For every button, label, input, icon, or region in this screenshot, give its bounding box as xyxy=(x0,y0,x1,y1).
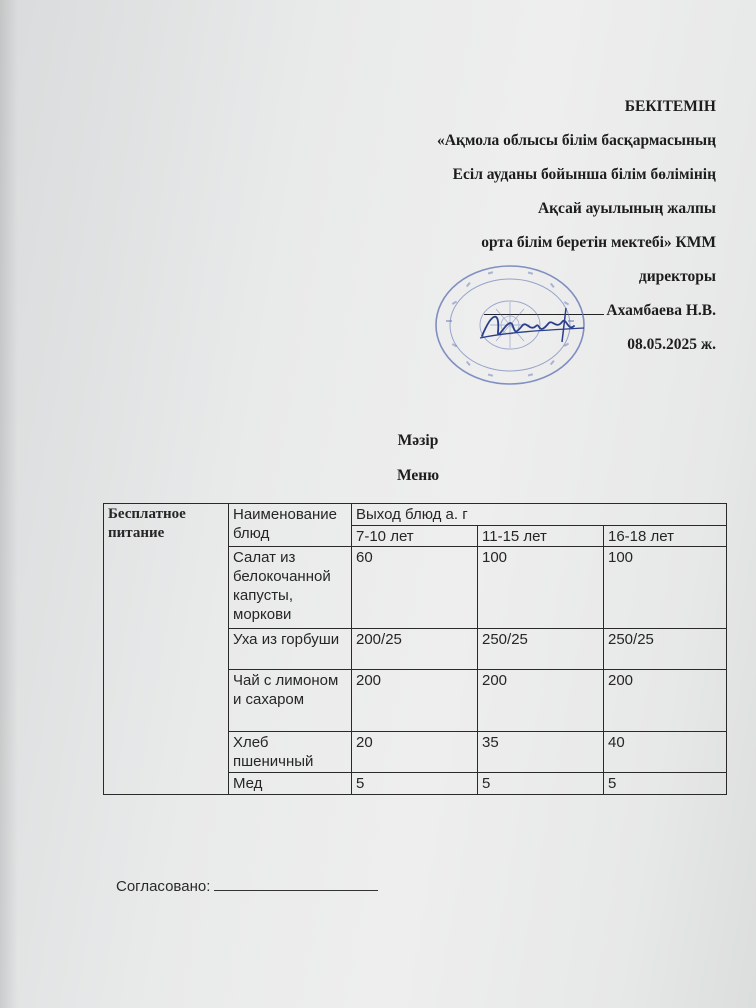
age-group-cell: 11-15 лет xyxy=(478,526,604,547)
name-header-cell: Наименование блюд xyxy=(229,504,352,547)
portion-cell: 5 xyxy=(478,773,604,795)
director-signature xyxy=(478,302,588,352)
dish-name-cell: Хлеб пшеничный xyxy=(229,732,352,773)
agreed-block xyxy=(116,876,378,895)
age-group-cell: 16-18 лет xyxy=(604,526,727,547)
portion-cell: 100 xyxy=(604,547,727,629)
dish-name-cell: Мед xyxy=(229,773,352,795)
title-kazakh: Мәзір xyxy=(397,432,439,449)
dish-name-cell: Салат из белокочанной капусты, моркови xyxy=(229,547,352,629)
title-russian: Меню xyxy=(396,467,440,484)
portion-cell: 35 xyxy=(478,732,604,773)
portion-cell: 250/25 xyxy=(604,629,727,670)
menu-table xyxy=(103,503,727,795)
approval-org-line-1: «Ақмола облысы білім басқармасының xyxy=(437,132,716,149)
portion-cell: 200 xyxy=(478,670,604,732)
portion-cell: 200/25 xyxy=(352,629,478,670)
agreed-label: Согласовано: xyxy=(116,878,211,895)
dish-name-cell: Чай с лимоном и сахаром xyxy=(229,670,352,732)
age-group-cell: 7-10 лет xyxy=(352,526,478,547)
agreed-signature-line xyxy=(214,876,378,891)
approval-heading: БЕКІТЕМІН xyxy=(624,98,716,115)
approval-date: 08.05.2025 ж. xyxy=(627,336,716,353)
portion-cell: 200 xyxy=(604,670,727,732)
portion-cell: 200 xyxy=(352,670,478,732)
portion-cell: 60 xyxy=(352,547,478,629)
approval-org-line-3: Ақсай ауылының жалпы xyxy=(537,200,716,217)
table-header-row xyxy=(104,504,727,526)
page-shadow xyxy=(0,0,18,1008)
output-header-cell: Выход блюд а. г xyxy=(352,504,727,526)
portion-cell: 250/25 xyxy=(478,629,604,670)
director-name: Ахамбаева Н.В. xyxy=(606,302,716,319)
portion-cell: 20 xyxy=(352,732,478,773)
portion-cell: 5 xyxy=(352,773,478,795)
approval-org-line-4: орта білім беретін мектебі» КММ xyxy=(481,234,716,251)
portion-cell: 40 xyxy=(604,732,727,773)
category-cell: Бесплатное питание xyxy=(104,504,229,795)
dish-name-cell: Уха из горбуши xyxy=(229,629,352,670)
portion-cell: 100 xyxy=(478,547,604,629)
approval-position: директоры xyxy=(638,268,716,285)
approval-org-line-2: Есіл ауданы бойынша білім бөлімінің xyxy=(452,166,716,183)
portion-cell: 5 xyxy=(604,773,727,795)
